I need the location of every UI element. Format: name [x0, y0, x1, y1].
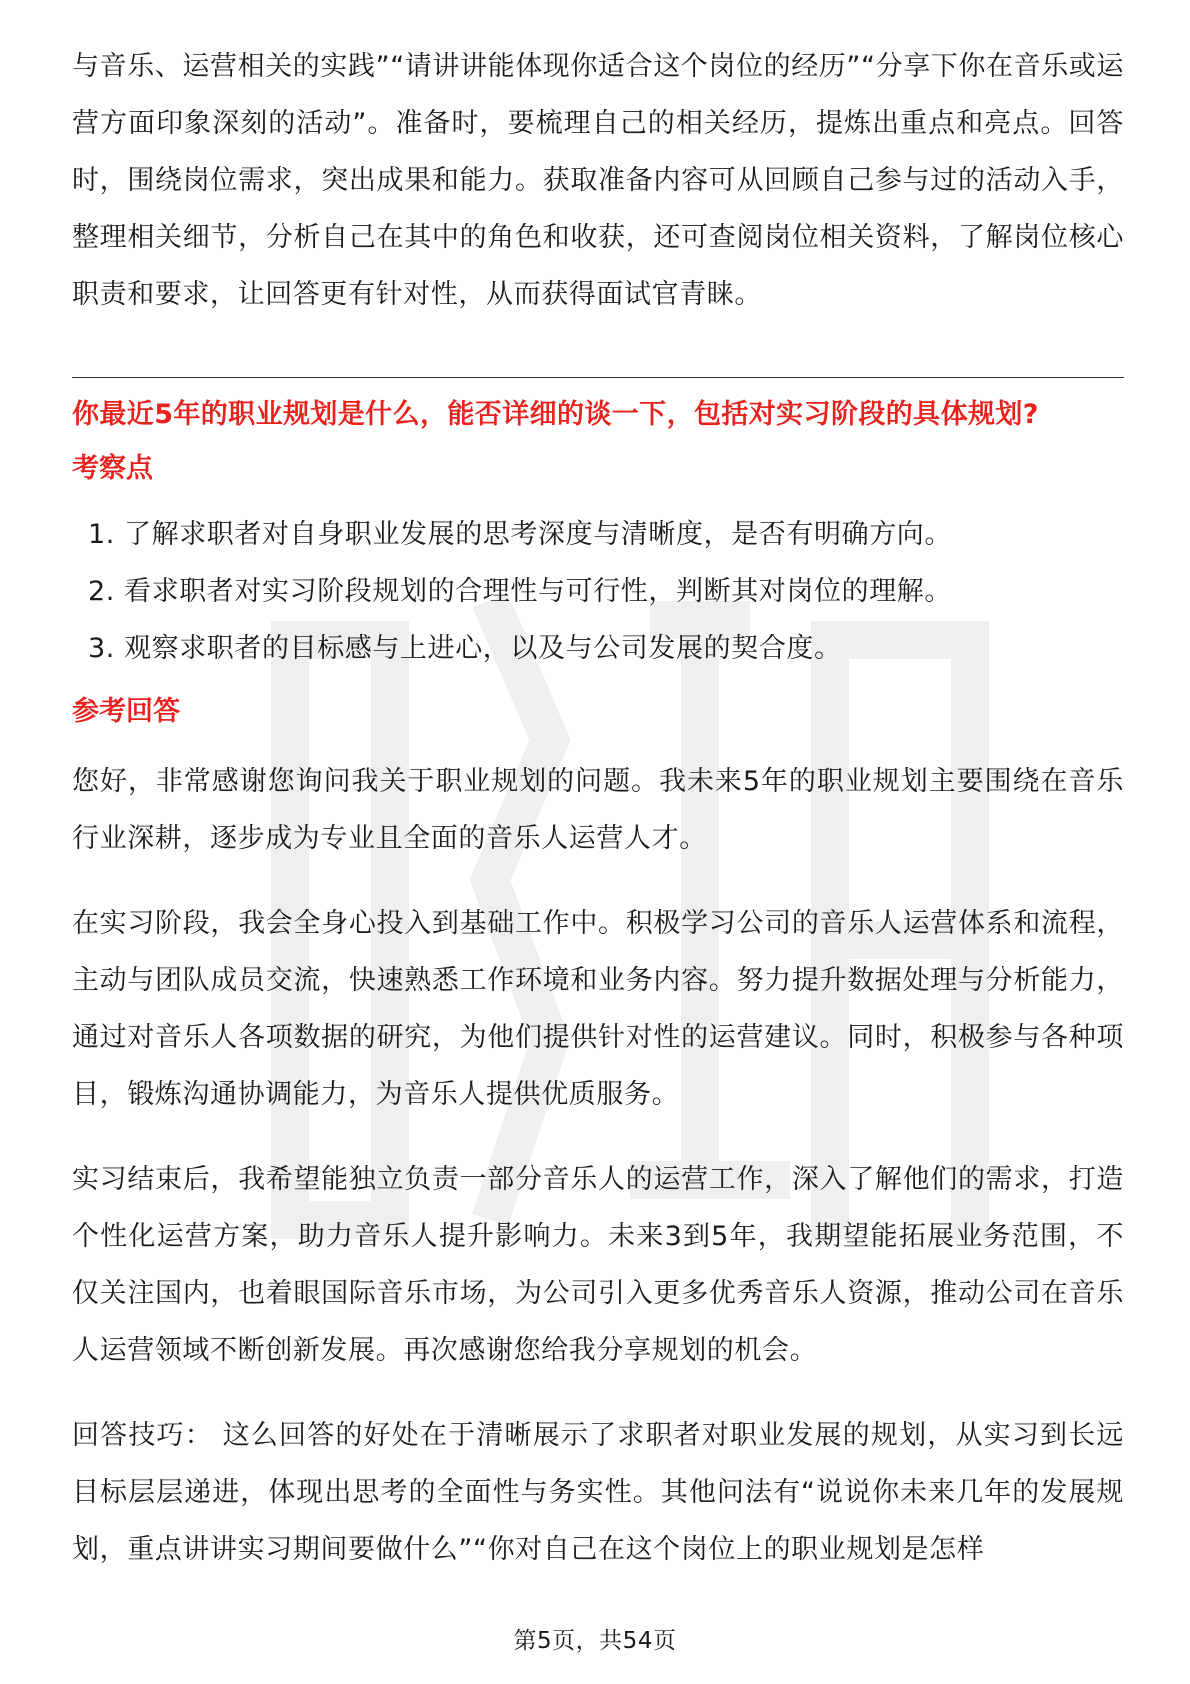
document-page: [72, 38, 1124, 1578]
list-item-number: 3.: [88, 633, 115, 664]
section-divider: [72, 377, 1124, 378]
list-item-number: 2.: [88, 576, 115, 607]
assessment-points-list: [72, 506, 1124, 677]
answer-tips-paragraph: 回答技巧： 这么回答的好处在于清晰展示了求职者对职业发展的规划，从实习到长远目标层层递进，体现出思考的全面性与务实性。其他问法有“说说你未来几年的发展规划，重点讲讲实习期间要做什么”“你对自己在这个岗位上的职业规划是怎样: [72, 1420, 1124, 1565]
list-item-text: 了解求职者对自身职业发展的思考深度与清晰度，是否有明确方向。: [124, 519, 952, 550]
page-number-footer: 第5页，共54页: [513, 1628, 677, 1654]
answer-paragraph: 实习结束后，我希望能独立负责一部分音乐人的运营工作，深入了解他们的需求，打造个性化运营方案，助力音乐人提升影响力。未来3到5年，我期望能拓展业务范围，不仅关注国内，也着眼国际音乐市场，为公司引入更多优秀音乐人资源，推动公司在音乐人运营领域不断创新发展。再次感谢您给我分享规划的机会。: [72, 1164, 1124, 1366]
list-item-text: 观察求职者的目标感与上进心，以及与公司发展的契合度。: [124, 633, 842, 664]
reference-answer-label: 参考回答: [72, 696, 180, 727]
assessment-label: 考察点: [72, 453, 153, 484]
reference-answer: [72, 753, 1124, 1578]
list-item-text: 看求职者对实习阶段规划的合理性与可行性，判断其对岗位的理解。: [124, 576, 952, 607]
answer-paragraph: 您好，非常感谢您询问我关于职业规划的问题。我未来5年的职业规划主要围绕在音乐行业深耕，逐步成为专业且全面的音乐人运营人才。: [72, 766, 1124, 854]
list-item: [72, 506, 1124, 563]
question-title: 你最近5年的职业规划是什么，能否详细的谈一下，包括对实习阶段的具体规划?: [72, 399, 1039, 430]
list-item-number: 1.: [88, 519, 115, 550]
intro-paragraph: 与音乐、运营相关的实践”“请讲讲能体现你适合这个岗位的经历”“分享下你在音乐或运营方面印象深刻的活动”。准备时，要梳理自己的相关经历，提炼出重点和亮点。回答时，围绕岗位需求，突出成果和能力。获取准备内容可从回顾自己参与过的活动入手，整理相关细节，分析自己在其中的角色和收获，还可查阅岗位相关资料，了解岗位核心职责和要求，让回答更有针对性，从而获得面试官青睐。: [72, 51, 1124, 310]
answer-paragraph: 在实习阶段，我会全身心投入到基础工作中。积极学习公司的音乐人运营体系和流程，主动与团队成员交流，快速熟悉工作环境和业务内容。努力提升数据处理与分析能力，通过对音乐人各项数据的研究，为他们提供针对性的运营建议。同时，积极参与各种项目，锻炼沟通协调能力，为音乐人提供优质服务。: [72, 908, 1124, 1110]
list-item: [72, 563, 1124, 620]
list-item: [72, 620, 1124, 677]
